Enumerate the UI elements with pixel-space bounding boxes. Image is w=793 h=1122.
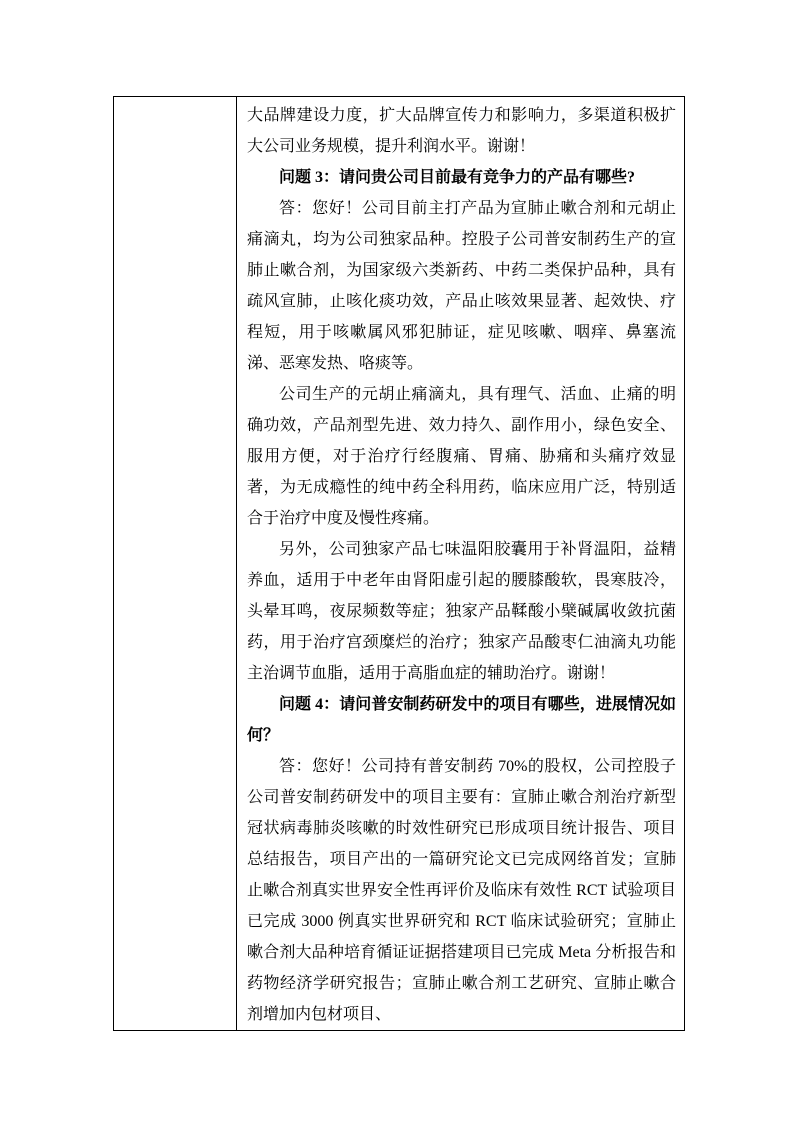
table-left-cell	[114, 97, 237, 1031]
answer-paragraph: 大品牌建设力度，扩大品牌宣传力和影响力，多渠道积极扩大公司业务规模，提升利润水平。谢谢！	[247, 107, 676, 155]
qa-table	[113, 96, 685, 1031]
answer-paragraph: 答：您好！公司持有普安制药 70%的股权，公司控股子公司普安制药研发中的项目主要有：宣肺止嗽合剂治疗新型冠状病毒肺炎咳嗽的时效性研究已形成项目统计报告、项目总结报告，项目产出的一篇研究论文已完成网络首发；宣肺止嗽合剂真实世界安全性再评价及临床有效性 RCT 试验项目已完成 3000 例真实世界研究和 RCT 临床试验研究；宣肺止嗽合剂大品种培育循证证据搭建项目已完成 Meta 分析报告和药物经济学研究报告；宣肺止嗽合剂工艺研究、宣肺止嗽合剂增加内包材项目、	[247, 758, 676, 1023]
table-row	[114, 97, 685, 1031]
answer-paragraph: 答：您好！公司目前主打产品为宣肺止嗽合剂和元胡止痛滴丸，均为公司独家品种。控股子公司普安制药生产的宣肺止嗽合剂，为国家级六类新药、中药二类保护品种，具有疏风宣肺，止咳化痰功效，产品止咳效果显著、起效快、疗程短，用于咳嗽属风邪犯肺证，症见咳嗽、咽痒、鼻塞流涕、恶寒发热、咯痰等。	[247, 200, 676, 372]
answer-paragraph: 另外，公司独家产品七味温阳胶囊用于补肾温阳，益精养血，适用于中老年由肾阳虚引起的腰膝酸软，畏寒肢冷，头晕耳鸣，夜尿频数等症；独家产品鞣酸小檗碱属收敛抗菌药，用于治疗宫颈糜烂的治疗；独家产品酸枣仁油滴丸功能主治调节血脂，适用于高脂血症的辅助治疗。谢谢！	[247, 541, 676, 682]
qa-paragraphs	[247, 100, 676, 1030]
table-right-cell	[237, 97, 685, 1031]
question-paragraph: 问题 3：请问贵公司目前最有竞争力的产品有哪些?	[279, 169, 636, 186]
answer-paragraph: 公司生产的元胡止痛滴丸，具有理气、活血、止痛的明确功效，产品剂型先进、效力持久、副作用小，绿色安全、服用方便，对于治疗行经腹痛、胃痛、胁痛和头痛疗效显著，为无成瘾性的纯中药全科用药，临床应用广泛，特别适合于治疗中度及慢性疼痛。	[247, 386, 676, 527]
question-paragraph: 问题 4：请问普安制药研发中的项目有哪些，进展情况如何？	[247, 696, 676, 744]
